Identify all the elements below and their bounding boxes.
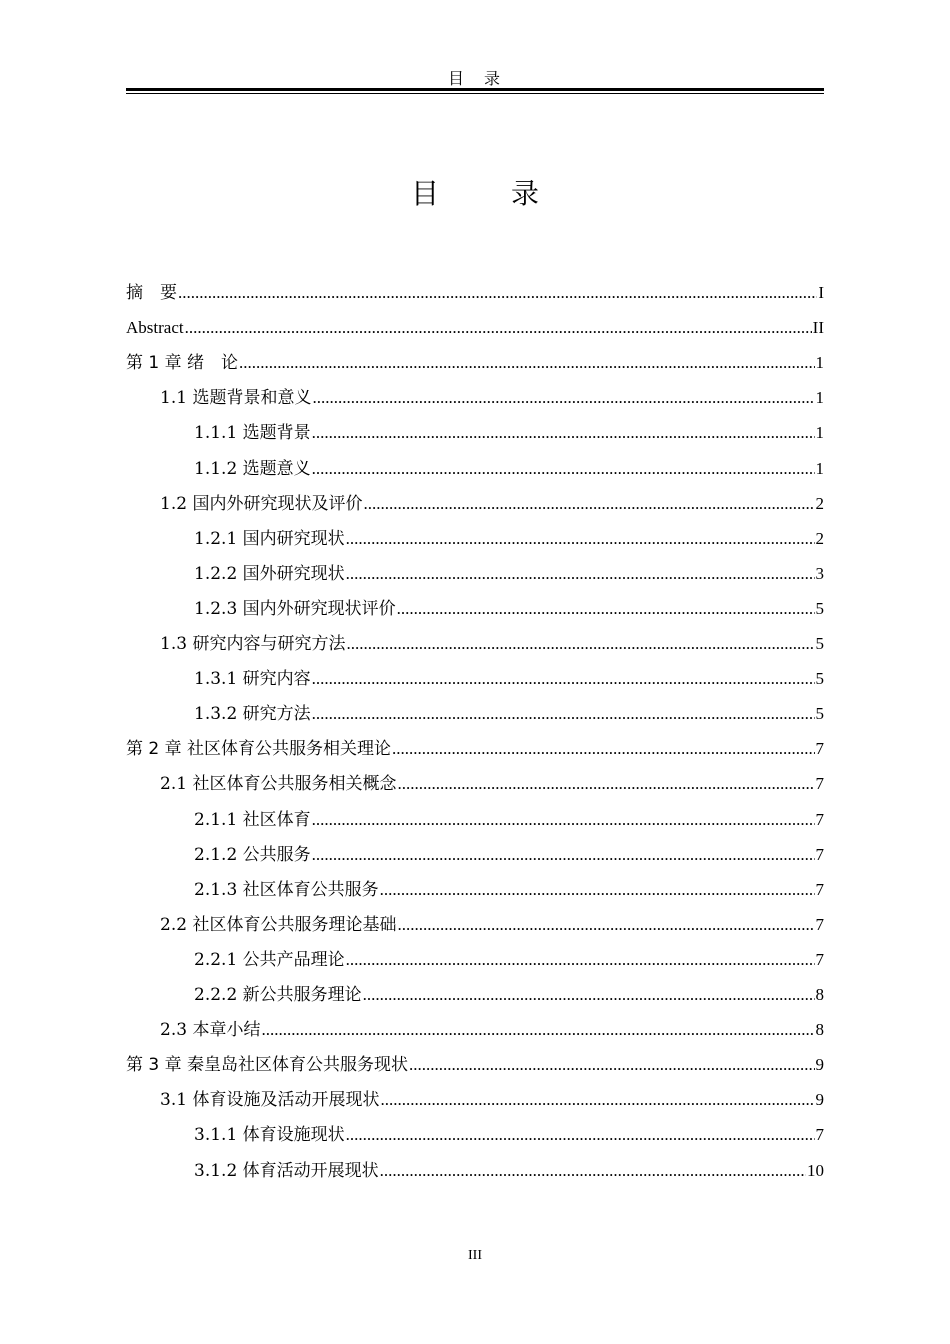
toc-entry[interactable] [126,974,824,1006]
running-header: 目 录 [447,69,502,88]
toc-entry-page: 5 [815,634,824,653]
toc-entry-label: 1.2.1 国内研究现状 [194,528,345,549]
dot-leader [346,528,815,550]
toc-entry-label: 1.2.2 国外研究现状 [194,563,345,584]
dot-leader [312,387,814,409]
dot-leader [380,1160,806,1182]
toc-entry-page: 5 [815,669,824,689]
toc-entry-label: 第 1 章 绪 论 [126,353,239,374]
dot-leader [380,1089,814,1111]
toc-entry-page: 1 [815,388,824,408]
toc-entry-label: 3.1 体育设施及活动开展现状 [160,1090,380,1111]
dot-leader [380,879,815,901]
toc-entry[interactable] [126,448,824,480]
toc-entry-label: 2.2.1 公共产品理论 [194,949,345,970]
toc-entry[interactable] [126,377,824,409]
toc-entry-page: 5 [815,704,824,724]
toc-entry[interactable] [126,412,824,444]
toc-entry-label: 2.2.2 新公共服务理论 [194,985,362,1005]
dot-leader [346,1124,815,1146]
toc-entry-page: 7 [815,1125,824,1145]
toc-entry[interactable] [126,1009,824,1041]
toc-entry[interactable] [126,904,824,936]
toc-entry[interactable] [126,834,824,866]
toc-entry-page: 1 [815,458,824,478]
toc-entry-label: 1.1.1 选题背景 [194,423,311,444]
toc-entry-label: 1.2.3 国内外研究现状评价 [194,598,396,619]
toc-entry[interactable] [126,658,824,690]
toc-entry-label: 1.2 国内外研究现状及评价 [160,493,363,514]
toc-entry[interactable] [126,588,824,620]
toc-entry-label: 2.1 社区体育公共服务相关概念 [160,774,397,795]
dot-leader [312,458,815,480]
toc-entry-page: 8 [815,1020,824,1040]
toc-entry[interactable] [126,763,824,795]
dot-leader [346,949,815,971]
dot-leader [397,773,814,795]
toc-entry-label: 第 3 章 秦皇岛社区体育公共服务现状 [126,1055,409,1076]
toc-entry-page: 9 [815,1090,824,1110]
toc-entry-label: 第 2 章 社区体育公共服务相关理论 [126,739,392,760]
dot-leader [312,422,815,444]
toc-entry-page: 7 [815,949,824,969]
toc-entry-label: 1.3.2 研究方法 [194,704,311,725]
toc-entry[interactable] [126,728,824,760]
toc-entry[interactable] [126,1044,824,1076]
toc-entry-page: 7 [815,809,824,829]
toc-entry[interactable] [126,307,824,339]
toc-entry-page: 7 [815,774,824,794]
toc-entry[interactable] [126,693,824,725]
dot-leader [392,738,814,760]
page-number: III [468,1248,482,1263]
toc-entry-page: I [818,283,824,302]
toc-entry-page: 3 [815,563,824,583]
toc-entry[interactable] [126,553,824,585]
dot-leader [312,668,815,690]
toc-entry[interactable] [126,1114,824,1146]
toc-entry[interactable] [126,623,824,655]
dot-leader [346,633,814,655]
toc-entry-page: 5 [815,598,824,618]
toc-entry-page: 8 [815,985,824,1004]
toc-entry-label: 2.3 本章小结 [160,1020,261,1041]
header-rule-thin [126,93,824,94]
toc-entry-label: 2.1.3 社区体育公共服务 [194,879,379,900]
toc-entry-page: 2 [815,493,824,513]
dot-leader [239,352,814,374]
toc-entry-label: 1.1 选题背景和意义 [160,388,312,409]
toc-title: 目 录 [410,177,561,210]
dot-leader [397,598,815,620]
toc-entry-label: 1.1.2 选题意义 [194,458,311,479]
toc-entry[interactable] [126,1079,824,1111]
toc-entry[interactable] [126,1150,824,1182]
toc-entry-page: 1 [815,353,824,373]
toc-entry-label: 1.3.1 研究内容 [194,669,311,690]
toc-entry-page: 7 [815,739,824,759]
dot-leader [261,1019,814,1041]
toc-entry-label: 2.1.2 公共服务 [194,844,311,865]
dot-leader [312,844,815,866]
header-rule [126,88,824,95]
dot-leader [185,317,812,339]
toc-entry-page: 10 [807,1160,824,1180]
toc-entry[interactable] [126,272,824,304]
toc-entry[interactable] [126,483,824,515]
toc-entry[interactable] [126,518,824,550]
dot-leader [409,1054,814,1076]
toc-entry-label: 3.1.2 体育活动开展现状 [194,1160,379,1181]
toc-entry-label: 1.3 研究内容与研究方法 [160,634,346,654]
toc-entry-page: II [812,318,824,338]
dot-leader [363,493,814,515]
toc-entry-label: 摘 要 [126,283,177,303]
dot-leader [178,282,817,304]
toc-entry[interactable] [126,869,824,901]
toc-entry-page: 2 [815,528,824,548]
toc-entry-page: 9 [815,1055,824,1075]
toc-entry-label: 3.1.1 体育设施现状 [194,1125,345,1146]
toc-entry-label: Abstract [126,318,184,338]
header-rule-thick [126,88,824,91]
toc-entry-label: 2.2 社区体育公共服务理论基础 [160,914,397,935]
toc-entry-page: 7 [815,914,824,934]
toc-entry-page: 7 [815,879,824,899]
toc-entry-page: 7 [815,844,824,864]
dot-leader [312,703,815,725]
dot-leader [363,984,815,1006]
toc-entry[interactable] [126,799,824,831]
dot-leader [397,914,814,936]
toc-entry-page: 1 [815,423,824,443]
toc-entry-label: 2.1.1 社区体育 [194,809,311,830]
dot-leader [312,809,815,831]
dot-leader [346,563,815,585]
toc-entry[interactable] [126,939,824,971]
toc-entry[interactable] [126,342,824,374]
